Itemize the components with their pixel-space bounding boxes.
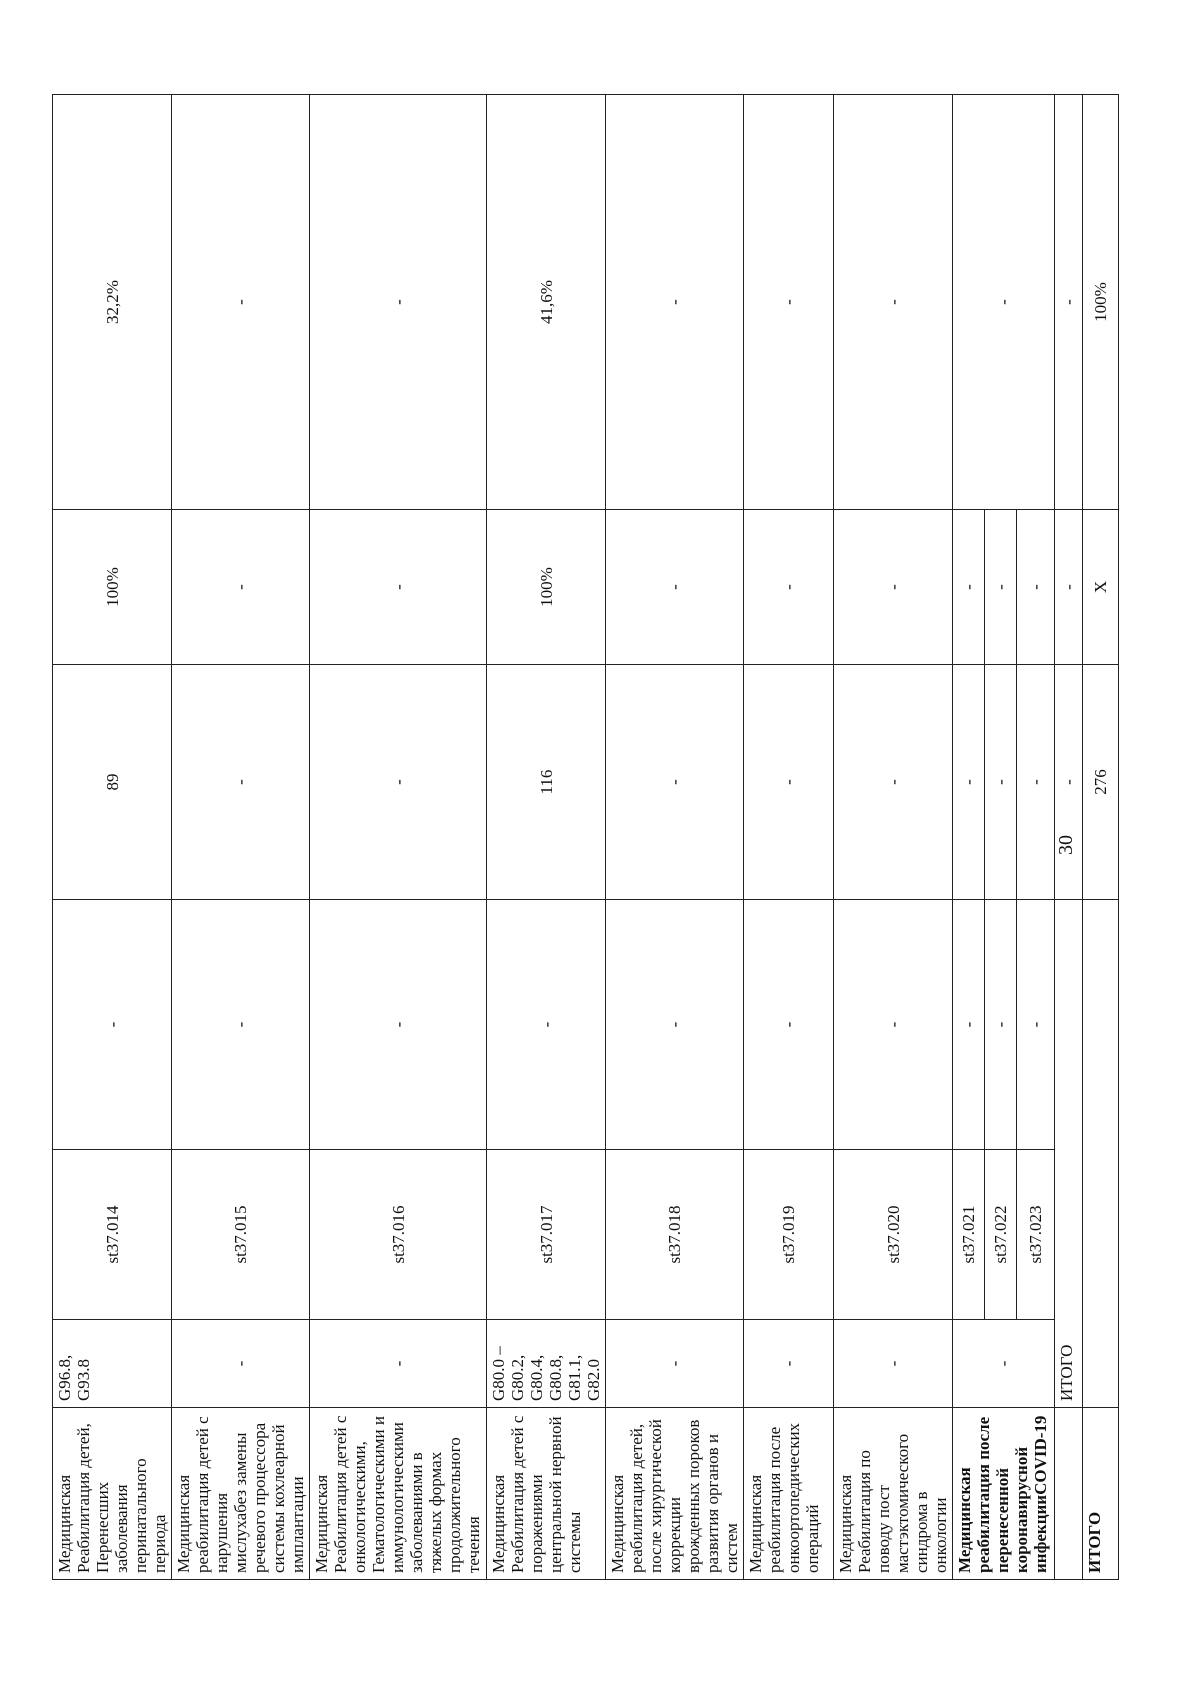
row-icd: G80.0 –G80.2, G80.4, G80.8, G81.1, G82.0 — [487, 1320, 606, 1408]
covid-desc: Медицинская реабилитация после перенесенной коронавирусной инфекцииCOVID-19 — [953, 1408, 1055, 1580]
row-code: st37.015 — [172, 1150, 310, 1320]
covid-icd: - — [953, 1320, 1055, 1408]
row-col6: - — [606, 510, 744, 665]
row-desc: Медицинская Реабилитация детей с онкологическими, Гематологическими и иммунологическими заболеваниями в тяжелых формах продолжительного течения — [310, 1408, 487, 1580]
subtotal-col5: - — [1055, 665, 1083, 900]
row-code: st37.014 — [53, 1150, 172, 1320]
row-icd: - — [172, 1320, 310, 1408]
row-code: st37.019 — [744, 1150, 834, 1320]
subtotal-col7: - — [1055, 95, 1083, 510]
covid-code: st37.023 — [1017, 1150, 1055, 1320]
covid-col7: - — [953, 95, 1055, 510]
row-col5: 116 — [487, 665, 606, 900]
row-col6: 100% — [53, 510, 172, 665]
covid-col6: - — [953, 510, 985, 665]
total-col7: 100% — [1083, 95, 1119, 510]
row-col4: - — [834, 900, 953, 1150]
row-col4: - — [744, 900, 834, 1150]
row-col6: - — [744, 510, 834, 665]
row-col5: - — [834, 665, 953, 900]
table-row — [834, 95, 953, 1580]
subtotal-col6: - — [1055, 510, 1083, 665]
row-col4: - — [172, 900, 310, 1150]
covid-col5: - — [1017, 665, 1055, 900]
row-col5: - — [744, 665, 834, 900]
total-spacer — [1083, 900, 1119, 1408]
row-col7: - — [172, 95, 310, 510]
row-col7: 32,2% — [53, 95, 172, 510]
subtotal-label: ИТОГО — [1055, 900, 1083, 1408]
table-row — [606, 95, 744, 1580]
rehabilitation-table — [52, 94, 1119, 1580]
row-code: st37.017 — [487, 1150, 606, 1320]
row-col6: - — [172, 510, 310, 665]
covid-col5: - — [953, 665, 985, 900]
row-col5: - — [172, 665, 310, 900]
table-row — [744, 95, 834, 1580]
table-row — [310, 95, 487, 1580]
row-col7: - — [834, 95, 953, 510]
covid-code: st37.022 — [985, 1150, 1017, 1320]
row-desc: Медицинская Реабилитация по поводу пост мастэктомического синдрома в онкологии — [834, 1408, 953, 1580]
row-col7: - — [744, 95, 834, 510]
row-icd: - — [744, 1320, 834, 1408]
row-col4: - — [487, 900, 606, 1150]
row-col5: - — [310, 665, 487, 900]
covid-col5: - — [985, 665, 1017, 900]
page-number: 30 — [1055, 835, 1077, 855]
row-col7: - — [310, 95, 487, 510]
table-row — [53, 95, 172, 1580]
total-col5: 276 — [1083, 665, 1119, 900]
covid-col4: - — [985, 900, 1017, 1150]
row-desc: Медицинская реабилитация детей с нарушения мислухабез замены речевого процессора системы кохлеарной имплантации — [172, 1408, 310, 1580]
subtotal-spacer — [1055, 1408, 1083, 1580]
row-desc: Медицинская реабилитация детей, после хирургической коррекции врожденных пороков развития органов и систем — [606, 1408, 744, 1580]
total-col6: Х — [1083, 510, 1119, 665]
row-col4: - — [606, 900, 744, 1150]
row-desc: Медицинская Реабилитация детей, Перенесших заболевания перинатального периода — [53, 1408, 172, 1580]
row-col4: - — [310, 900, 487, 1150]
covid-col6: - — [1017, 510, 1055, 665]
covid-col4: - — [1017, 900, 1055, 1150]
covid-col4: - — [953, 900, 985, 1150]
row-icd: - — [834, 1320, 953, 1408]
row-col6: 100% — [487, 510, 606, 665]
row-col5: 89 — [53, 665, 172, 900]
total-row — [1083, 95, 1119, 1580]
row-col6: - — [834, 510, 953, 665]
row-icd: - — [606, 1320, 744, 1408]
table-row — [953, 95, 985, 1580]
row-code: st37.020 — [834, 1150, 953, 1320]
table-row — [172, 95, 310, 1580]
covid-code: st37.021 — [953, 1150, 985, 1320]
row-col7: - — [606, 95, 744, 510]
row-desc: Медицинская Реабилитация детей с поражениями центральной нервной системы — [487, 1408, 606, 1580]
row-code: st37.018 — [606, 1150, 744, 1320]
row-col6: - — [310, 510, 487, 665]
total-label: ИТОГО — [1083, 1408, 1119, 1580]
table-row — [487, 95, 606, 1580]
row-icd: - — [310, 1320, 487, 1408]
covid-col6: - — [985, 510, 1017, 665]
row-code: st37.016 — [310, 1150, 487, 1320]
row-desc: Медицинская реабилитация после онкоортопедических операций — [744, 1408, 834, 1580]
row-col4: - — [53, 900, 172, 1150]
row-col7: 41,6% — [487, 95, 606, 510]
row-col5: - — [606, 665, 744, 900]
row-icd: G96.8, G93.8 — [53, 1320, 172, 1408]
